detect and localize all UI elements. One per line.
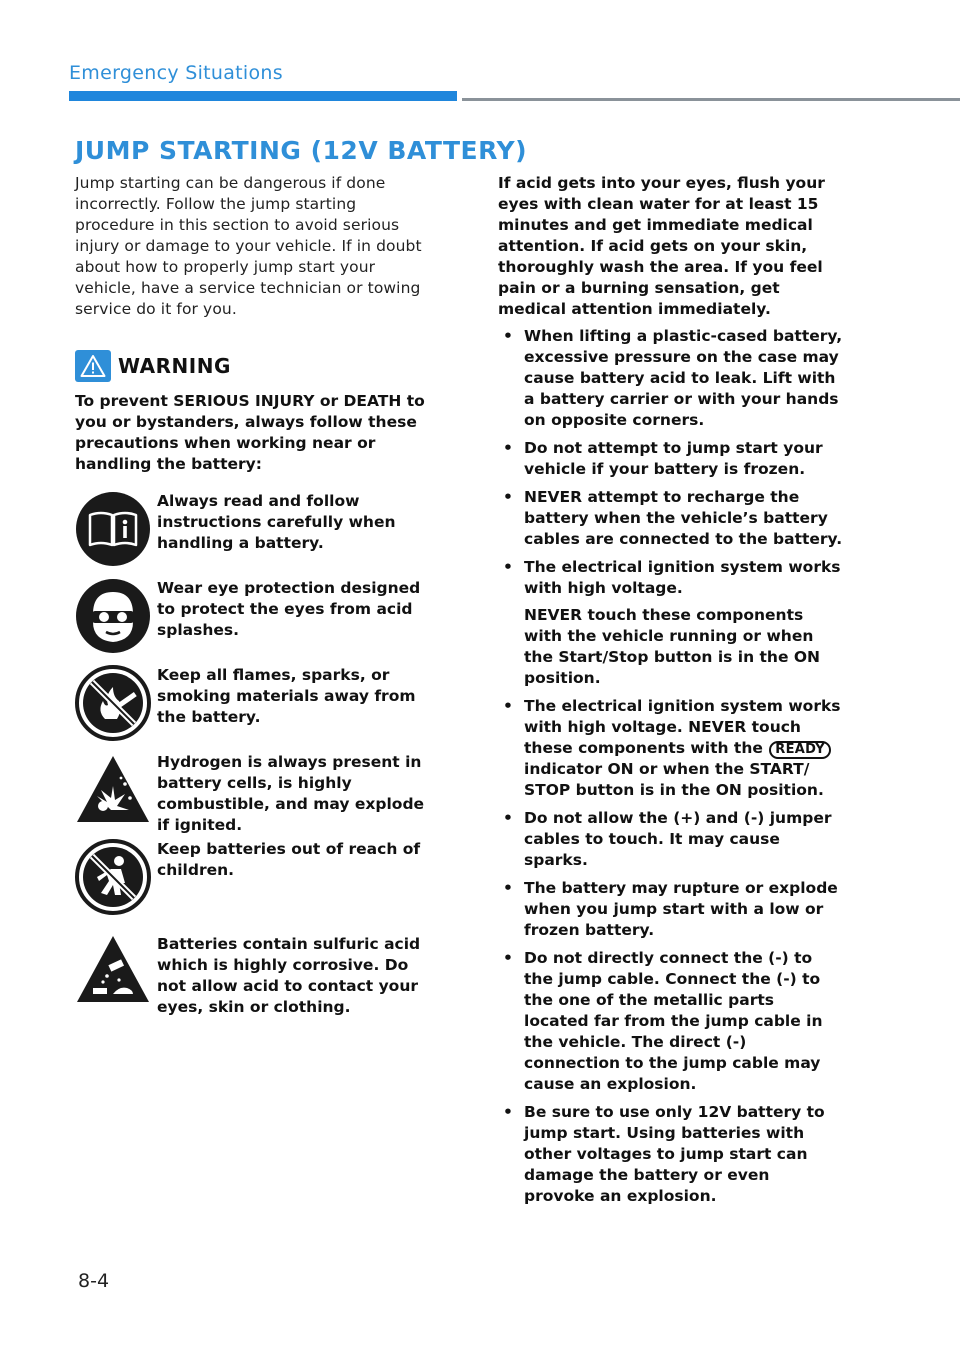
ready-indicator-icon: READY (769, 741, 831, 759)
list-item (498, 557, 843, 689)
icon-item-text: Keep batteries out of reach of children. (157, 840, 421, 879)
header-rule-accent (69, 91, 457, 101)
hazard-icon-list (75, 491, 440, 1018)
bullet-text: Do not directly connect the (-) to the jump cable. Connect the (-) to the one of the metallic parts located far from the jump cable in the vehicle. The direct (-) connection to the jump cable may cause an explosion. (524, 949, 823, 1093)
icon-item-text: Keep all flames, sparks, or smoking materials away from the battery. (157, 666, 416, 726)
intro-paragraph: Jump starting can be dangerous if done incorrectly. Follow the jump starting procedure in this section to avoid serious injury or damage to your vehicle. If in doubt about how to properly jump start your vehicle, have a service technician or towing service do it for you. (75, 174, 422, 318)
list-item (75, 839, 440, 932)
list-item (498, 878, 843, 941)
list-item (75, 932, 440, 1018)
explosion-hazard-icon (75, 752, 151, 828)
bullet-icon: • (503, 879, 513, 897)
bullet-text: The battery may rupture or explode when you jump start with a low or frozen battery. (524, 879, 838, 939)
list-item (498, 438, 843, 480)
list-item (75, 578, 440, 665)
eye-protection-icon (75, 578, 151, 654)
icon-item-text: Batteries contain sulfuric acid which is highly corrosive. Do not allow acid to contact your eyes, skin or clothing. (157, 935, 421, 1016)
list-item (498, 808, 843, 871)
warning-label: WARNING (118, 354, 231, 378)
warning-triangle-icon (75, 350, 111, 382)
acid-first-aid-paragraph: If acid gets into your eyes, flush your eyes with clean water for at least 15 minutes and get immediate medical attention. If acid gets on your skin, thoroughly wash the area. If you feel pain or a burning sensation, get medical attention immediately. (498, 174, 825, 318)
bullet-icon: • (503, 558, 513, 576)
page-number: 8-4 (78, 1270, 110, 1292)
header-rule (462, 98, 960, 101)
bullet-text: When lifting a plastic-cased battery, excessive pressure on the case may cause battery acid to leak. Lift with a battery carrier or with your hands on opposite corners. (524, 327, 843, 429)
bullet-icon: • (503, 327, 513, 345)
bullet-icon: • (503, 439, 513, 457)
bullet-icon: • (503, 488, 513, 506)
bullet-text: The electrical ignition system works with high voltage. NEVER touch these components with the (524, 697, 841, 757)
left-column (75, 173, 440, 1018)
no-flames-icon (75, 665, 151, 741)
bullet-subparagraph: NEVER touch these components with the vehicle running or when the Start/Stop button is in the ON position. (524, 606, 821, 687)
section-title: JUMP STARTING (12V BATTERY) (75, 136, 528, 165)
icon-item-text: Wear eye protection designed to protect the eyes from acid splashes. (157, 579, 421, 639)
list-item (498, 1102, 843, 1207)
icon-item-text: Always read and follow instructions carefully when handling a battery. (157, 492, 396, 552)
bullet-text: Do not allow the (+) and (-) jumper cables to touch. It may cause sparks. (524, 809, 832, 869)
bullet-icon: • (503, 809, 513, 827)
list-item (498, 326, 843, 431)
bullet-text: The electrical ignition system works with high voltage. (524, 558, 841, 597)
bullet-text: Be sure to use only 12V battery to jump start. Using batteries with other voltages to jump start can damage the battery or even provoke an explosion. (524, 1103, 825, 1205)
list-item (498, 948, 843, 1095)
right-column (498, 173, 843, 1214)
bullet-icon: • (503, 1103, 513, 1121)
list-item (75, 752, 440, 839)
bullet-text: Do not attempt to jump start your vehicle if your battery is frozen. (524, 439, 823, 478)
chapter-title: Emergency Situations (69, 62, 283, 84)
list-item (498, 487, 843, 550)
icon-item-text: Hydrogen is always present in battery cells, is highly combustible, and may explode if ignited. (157, 753, 425, 834)
warning-heading (75, 350, 440, 382)
bullet-icon: • (503, 949, 513, 967)
list-item (75, 665, 440, 752)
corrosive-acid-icon (75, 932, 151, 1008)
list-item (75, 491, 440, 578)
keep-away-children-icon (75, 839, 151, 915)
precaution-list (498, 326, 843, 1207)
bullet-text: NEVER attempt to recharge the battery when the vehicle’s battery cables are connected to the battery. (524, 488, 843, 548)
manual-info-icon (75, 491, 151, 567)
list-item (498, 696, 843, 801)
bullet-text: indicator ON or when the START/ STOP button is in the ON position. (524, 760, 824, 799)
warning-text: To prevent SERIOUS INJURY or DEATH to you or bystanders, always follow these precautions when working near or handling the battery: (75, 392, 425, 473)
bullet-icon: • (503, 697, 513, 715)
